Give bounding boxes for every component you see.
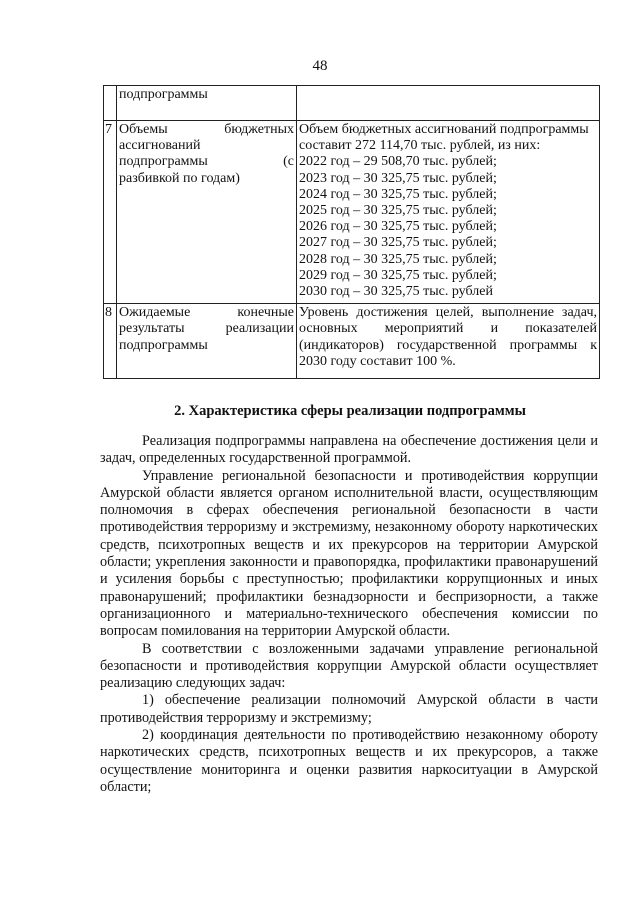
- value-line: 2030 год – 30 325,75 тыс. рублей: [299, 284, 493, 300]
- section-heading: 2. Характеристика сферы реализации подпрограммы: [174, 403, 526, 419]
- value-line: Объем бюджетных ассигнований подпрограммы: [299, 122, 589, 137]
- value-line: 2022 год – 29 508,70 тыс. рублей;: [299, 154, 497, 170]
- subprogram-passport-table: [103, 85, 600, 379]
- row-value: [297, 86, 600, 121]
- value-line: основных мероприятий и показателей: [299, 321, 597, 337]
- label-line: подпрограммы: [119, 87, 208, 102]
- row-number: 7: [104, 121, 117, 304]
- table-row: [104, 121, 600, 304]
- row-label: [117, 86, 297, 121]
- value-line: 2024 год – 30 325,75 тыс. рублей;: [299, 186, 497, 202]
- label-line: разбивкой по годам): [119, 170, 240, 186]
- value-line: 2030 году составит 100 %.: [299, 353, 456, 369]
- value-line: (индикаторов) государственной программы к: [299, 337, 597, 353]
- label-line: подпрограммы (с: [119, 154, 294, 170]
- label-line: ассигнований: [119, 138, 201, 154]
- row-number: 8: [104, 304, 117, 379]
- row-label: [117, 304, 297, 379]
- value-line: составит 272 114,70 тыс. рублей, из них:: [299, 138, 541, 154]
- paragraph: 2) координация деятельности по противодействию незаконному обороту наркотических средств, психотропных веществ и их прекурсоров, а также осуществление мониторинга и оценки развития наркоситуации в Амурской области;: [100, 727, 598, 795]
- row-label: [117, 121, 297, 304]
- paragraph: В соответствии с возложенными задачами управление региональной безопасности и противодействия коррупции Амурской области осуществляет реализацию следующих задач:: [100, 640, 598, 692]
- row-value: [297, 304, 600, 379]
- row-value: [297, 121, 600, 304]
- label-line: Объемы бюджетных: [119, 122, 294, 137]
- body-text: [100, 433, 598, 796]
- label-line: подпрограммы: [119, 337, 208, 353]
- value-line: 2028 год – 30 325,75 тыс. рублей;: [299, 251, 497, 267]
- value-line: 2026 год – 30 325,75 тыс. рублей;: [299, 219, 497, 235]
- row-number: [104, 86, 117, 121]
- value-line: 2023 год – 30 325,75 тыс. рублей;: [299, 170, 497, 186]
- page-number: 48: [312, 58, 328, 74]
- paragraph: Реализация подпрограммы направлена на обеспечение достижения цели и задач, определенных государственной программой.: [100, 433, 598, 467]
- value-line: 2027 год – 30 325,75 тыс. рублей;: [299, 235, 497, 251]
- label-line: Ожидаемые конечные: [119, 305, 294, 321]
- table-row: [104, 304, 600, 379]
- table-row: [104, 86, 600, 121]
- value-line: Уровень достижения целей, выполнение задач,: [299, 305, 597, 321]
- label-line: результаты реализации: [119, 321, 294, 337]
- paragraph: Управление региональной безопасности и противодействия коррупции Амурской области является органом исполнительной власти, осуществляющим полномочия в сферах обеспечения региональной безопасности в части противодействия терроризму и экстремизму, незаконному обороту наркотических средств, психотропных веществ и их прекурсоров на территории Амурской области; укрепления законности и правопорядка, профилактики правонарушений и усиления борьбы с преступностью; профилактики коррупционных и иных правонарушений; профилактики безнадзорности и беспризорности, а также организационного и материально-технического обеспечения комиссии по вопросам помилования на территории Амурской области.: [100, 467, 598, 640]
- value-line: 2025 год – 30 325,75 тыс. рублей;: [299, 203, 497, 219]
- value-line: 2029 год – 30 325,75 тыс. рублей;: [299, 267, 497, 283]
- paragraph: 1) обеспечение реализации полномочий Амурской области в части противодействия терроризму и экстремизму;: [100, 692, 598, 726]
